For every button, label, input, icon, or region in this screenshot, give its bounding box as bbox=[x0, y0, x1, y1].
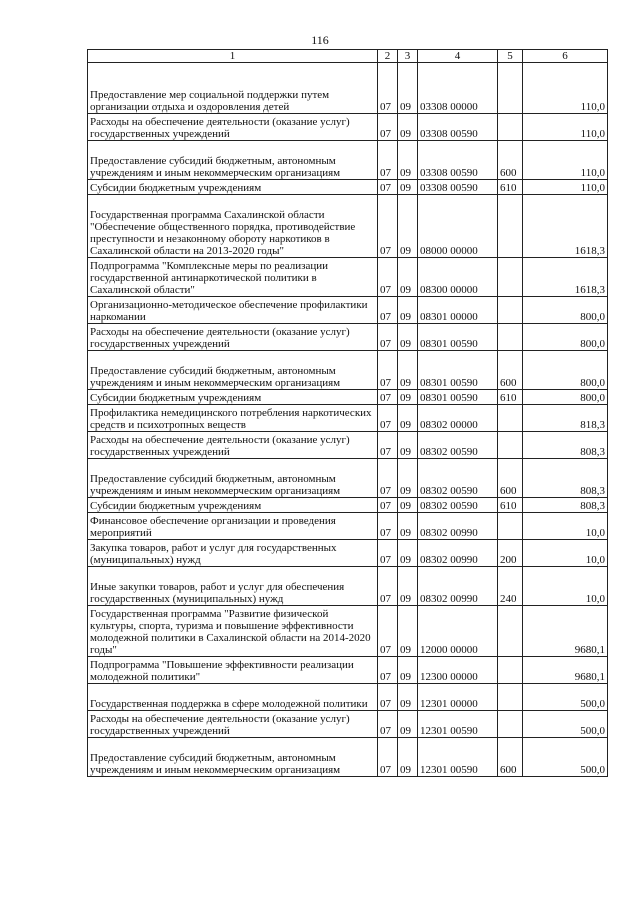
row-subsection: 09 bbox=[398, 684, 418, 711]
row-section: 07 bbox=[378, 432, 398, 459]
row-name: Субсидии бюджетным учреждениям bbox=[88, 180, 378, 195]
row-expense-type bbox=[498, 258, 523, 297]
table-header-row bbox=[88, 50, 608, 63]
row-target-code: 08000 00000 bbox=[418, 195, 498, 258]
table-row bbox=[88, 324, 608, 351]
table-row bbox=[88, 657, 608, 684]
row-expense-type: 240 bbox=[498, 567, 523, 606]
row-target-code: 08301 00590 bbox=[418, 351, 498, 390]
row-section: 07 bbox=[378, 567, 398, 606]
row-amount: 808,3 bbox=[523, 432, 608, 459]
row-amount: 110,0 bbox=[523, 141, 608, 180]
row-name: Иные закупки товаров, работ и услуг для обеспечения государственных (муниципальных) нужд bbox=[88, 567, 378, 606]
table-row bbox=[88, 141, 608, 180]
table-row bbox=[88, 390, 608, 405]
row-name: Предоставление субсидий бюджетным, автономным учреждениям и иным некоммерческим организациям bbox=[88, 351, 378, 390]
row-expense-type bbox=[498, 711, 523, 738]
row-expense-type bbox=[498, 297, 523, 324]
row-expense-type bbox=[498, 405, 523, 432]
row-subsection: 09 bbox=[398, 459, 418, 498]
row-subsection: 09 bbox=[398, 405, 418, 432]
row-target-code: 08302 00590 bbox=[418, 459, 498, 498]
row-name: Предоставление субсидий бюджетным, автономным учреждениям и иным некоммерческим организациям bbox=[88, 141, 378, 180]
row-amount: 110,0 bbox=[523, 180, 608, 195]
row-subsection: 09 bbox=[398, 567, 418, 606]
row-target-code: 03308 00590 bbox=[418, 141, 498, 180]
row-expense-type bbox=[498, 513, 523, 540]
row-amount: 500,0 bbox=[523, 738, 608, 777]
row-amount: 1618,3 bbox=[523, 195, 608, 258]
row-target-code: 08301 00590 bbox=[418, 324, 498, 351]
row-expense-type: 600 bbox=[498, 141, 523, 180]
row-target-code: 03308 00000 bbox=[418, 63, 498, 114]
row-section: 07 bbox=[378, 498, 398, 513]
row-subsection: 09 bbox=[398, 63, 418, 114]
budget-table bbox=[87, 49, 608, 777]
row-target-code: 12300 00000 bbox=[418, 657, 498, 684]
row-subsection: 09 bbox=[398, 432, 418, 459]
table-row bbox=[88, 195, 608, 258]
row-amount: 818,3 bbox=[523, 405, 608, 432]
row-expense-type bbox=[498, 195, 523, 258]
table-row bbox=[88, 258, 608, 297]
row-section: 07 bbox=[378, 180, 398, 195]
table-row bbox=[88, 567, 608, 606]
row-section: 07 bbox=[378, 63, 398, 114]
column-header-5: 5 bbox=[498, 50, 523, 63]
row-name: Субсидии бюджетным учреждениям bbox=[88, 390, 378, 405]
table-row bbox=[88, 432, 608, 459]
row-name: Расходы на обеспечение деятельности (оказание услуг) государственных учреждений bbox=[88, 711, 378, 738]
row-expense-type: 610 bbox=[498, 390, 523, 405]
row-subsection: 09 bbox=[398, 738, 418, 777]
row-amount: 110,0 bbox=[523, 63, 608, 114]
row-amount: 800,0 bbox=[523, 324, 608, 351]
row-section: 07 bbox=[378, 390, 398, 405]
table-row bbox=[88, 63, 608, 114]
table-row bbox=[88, 684, 608, 711]
row-expense-type: 600 bbox=[498, 738, 523, 777]
row-section: 07 bbox=[378, 606, 398, 657]
row-subsection: 09 bbox=[398, 141, 418, 180]
row-expense-type: 610 bbox=[498, 180, 523, 195]
row-section: 07 bbox=[378, 324, 398, 351]
row-section: 07 bbox=[378, 540, 398, 567]
row-section: 07 bbox=[378, 711, 398, 738]
row-amount: 9680,1 bbox=[523, 606, 608, 657]
row-expense-type: 600 bbox=[498, 351, 523, 390]
row-section: 07 bbox=[378, 738, 398, 777]
row-target-code: 12301 00000 bbox=[418, 684, 498, 711]
table-row bbox=[88, 738, 608, 777]
table-row bbox=[88, 351, 608, 390]
row-target-code: 08302 00990 bbox=[418, 540, 498, 567]
row-name: Финансовое обеспечение организации и проведения мероприятий bbox=[88, 513, 378, 540]
row-subsection: 09 bbox=[398, 657, 418, 684]
row-amount: 10,0 bbox=[523, 567, 608, 606]
row-expense-type bbox=[498, 114, 523, 141]
row-name: Расходы на обеспечение деятельности (оказание услуг) государственных учреждений bbox=[88, 432, 378, 459]
row-subsection: 09 bbox=[398, 606, 418, 657]
row-name: Субсидии бюджетным учреждениям bbox=[88, 498, 378, 513]
row-amount: 808,3 bbox=[523, 459, 608, 498]
column-header-1: 1 bbox=[88, 50, 378, 63]
table-row bbox=[88, 498, 608, 513]
row-section: 07 bbox=[378, 195, 398, 258]
row-amount: 800,0 bbox=[523, 351, 608, 390]
row-subsection: 09 bbox=[398, 258, 418, 297]
row-subsection: 09 bbox=[398, 540, 418, 567]
table-row bbox=[88, 459, 608, 498]
row-name: Государственная поддержка в сфере молодежной политики bbox=[88, 684, 378, 711]
column-header-4: 4 bbox=[418, 50, 498, 63]
row-target-code: 03308 00590 bbox=[418, 180, 498, 195]
table-row bbox=[88, 297, 608, 324]
row-name: Подпрограмма "Повышение эффективности реализации молодежной политики" bbox=[88, 657, 378, 684]
row-expense-type bbox=[498, 432, 523, 459]
row-amount: 1618,3 bbox=[523, 258, 608, 297]
row-amount: 500,0 bbox=[523, 684, 608, 711]
page-number: 116 bbox=[311, 33, 329, 47]
row-section: 07 bbox=[378, 459, 398, 498]
row-name: Закупка товаров, работ и услуг для государственных (муниципальных) нужд bbox=[88, 540, 378, 567]
row-section: 07 bbox=[378, 513, 398, 540]
row-expense-type: 200 bbox=[498, 540, 523, 567]
row-target-code: 08300 00000 bbox=[418, 258, 498, 297]
row-target-code: 03308 00590 bbox=[418, 114, 498, 141]
row-target-code: 08302 00590 bbox=[418, 432, 498, 459]
table-row bbox=[88, 114, 608, 141]
table-row bbox=[88, 606, 608, 657]
row-name: Организационно-методическое обеспечение профилактики наркомании bbox=[88, 297, 378, 324]
row-name: Профилактика немедицинского потребления наркотических средств и психотропных веществ bbox=[88, 405, 378, 432]
row-subsection: 09 bbox=[398, 498, 418, 513]
column-header-6: 6 bbox=[523, 50, 608, 63]
row-expense-type bbox=[498, 324, 523, 351]
table-row bbox=[88, 513, 608, 540]
table-row bbox=[88, 405, 608, 432]
row-subsection: 09 bbox=[398, 513, 418, 540]
table-row bbox=[88, 540, 608, 567]
column-header-2: 2 bbox=[378, 50, 398, 63]
row-amount: 500,0 bbox=[523, 711, 608, 738]
row-target-code: 08302 00590 bbox=[418, 498, 498, 513]
table-row bbox=[88, 711, 608, 738]
row-section: 07 bbox=[378, 684, 398, 711]
row-amount: 9680,1 bbox=[523, 657, 608, 684]
row-expense-type bbox=[498, 606, 523, 657]
row-target-code: 12301 00590 bbox=[418, 738, 498, 777]
row-amount: 10,0 bbox=[523, 513, 608, 540]
row-section: 07 bbox=[378, 258, 398, 297]
row-section: 07 bbox=[378, 657, 398, 684]
row-expense-type bbox=[498, 657, 523, 684]
row-target-code: 12000 00000 bbox=[418, 606, 498, 657]
row-subsection: 09 bbox=[398, 297, 418, 324]
row-expense-type: 610 bbox=[498, 498, 523, 513]
row-section: 07 bbox=[378, 141, 398, 180]
row-name: Расходы на обеспечение деятельности (оказание услуг) государственных учреждений bbox=[88, 324, 378, 351]
row-amount: 110,0 bbox=[523, 114, 608, 141]
row-target-code: 12301 00590 bbox=[418, 711, 498, 738]
row-amount: 10,0 bbox=[523, 540, 608, 567]
row-expense-type bbox=[498, 684, 523, 711]
row-subsection: 09 bbox=[398, 180, 418, 195]
row-name: Подпрограмма "Комплексные меры по реализации государственной антинаркотической политики в Сахалинской области" bbox=[88, 258, 378, 297]
row-section: 07 bbox=[378, 351, 398, 390]
row-expense-type: 600 bbox=[498, 459, 523, 498]
row-target-code: 08301 00590 bbox=[418, 390, 498, 405]
row-name: Предоставление субсидий бюджетным, автономным учреждениям и иным некоммерческим организациям bbox=[88, 459, 378, 498]
row-section: 07 bbox=[378, 405, 398, 432]
row-amount: 800,0 bbox=[523, 297, 608, 324]
row-target-code: 08302 00000 bbox=[418, 405, 498, 432]
column-header-3: 3 bbox=[398, 50, 418, 63]
row-subsection: 09 bbox=[398, 324, 418, 351]
row-target-code: 08302 00990 bbox=[418, 567, 498, 606]
row-name: Предоставление мер социальной поддержки путем организации отдыха и оздоровления детей bbox=[88, 63, 378, 114]
row-subsection: 09 bbox=[398, 390, 418, 405]
row-amount: 800,0 bbox=[523, 390, 608, 405]
row-target-code: 08301 00000 bbox=[418, 297, 498, 324]
row-target-code: 08302 00990 bbox=[418, 513, 498, 540]
row-subsection: 09 bbox=[398, 351, 418, 390]
row-name: Государственная программа "Развитие физической культуры, спорта, туризма и повышение эффективности молодежной политики в Сахалинской области на 2014-2020 годы" bbox=[88, 606, 378, 657]
row-subsection: 09 bbox=[398, 195, 418, 258]
row-expense-type bbox=[498, 63, 523, 114]
row-section: 07 bbox=[378, 114, 398, 141]
row-subsection: 09 bbox=[398, 114, 418, 141]
row-name: Государственная программа Сахалинской области "Обеспечение общественного порядка, противодействие преступности и незаконному обороту наркотиков в Сахалинской области на 2013-2020 годы" bbox=[88, 195, 378, 258]
row-amount: 808,3 bbox=[523, 498, 608, 513]
row-section: 07 bbox=[378, 297, 398, 324]
row-name: Предоставление субсидий бюджетным, автономным учреждениям и иным некоммерческим организациям bbox=[88, 738, 378, 777]
row-name: Расходы на обеспечение деятельности (оказание услуг) государственных учреждений bbox=[88, 114, 378, 141]
row-subsection: 09 bbox=[398, 711, 418, 738]
table-row bbox=[88, 180, 608, 195]
